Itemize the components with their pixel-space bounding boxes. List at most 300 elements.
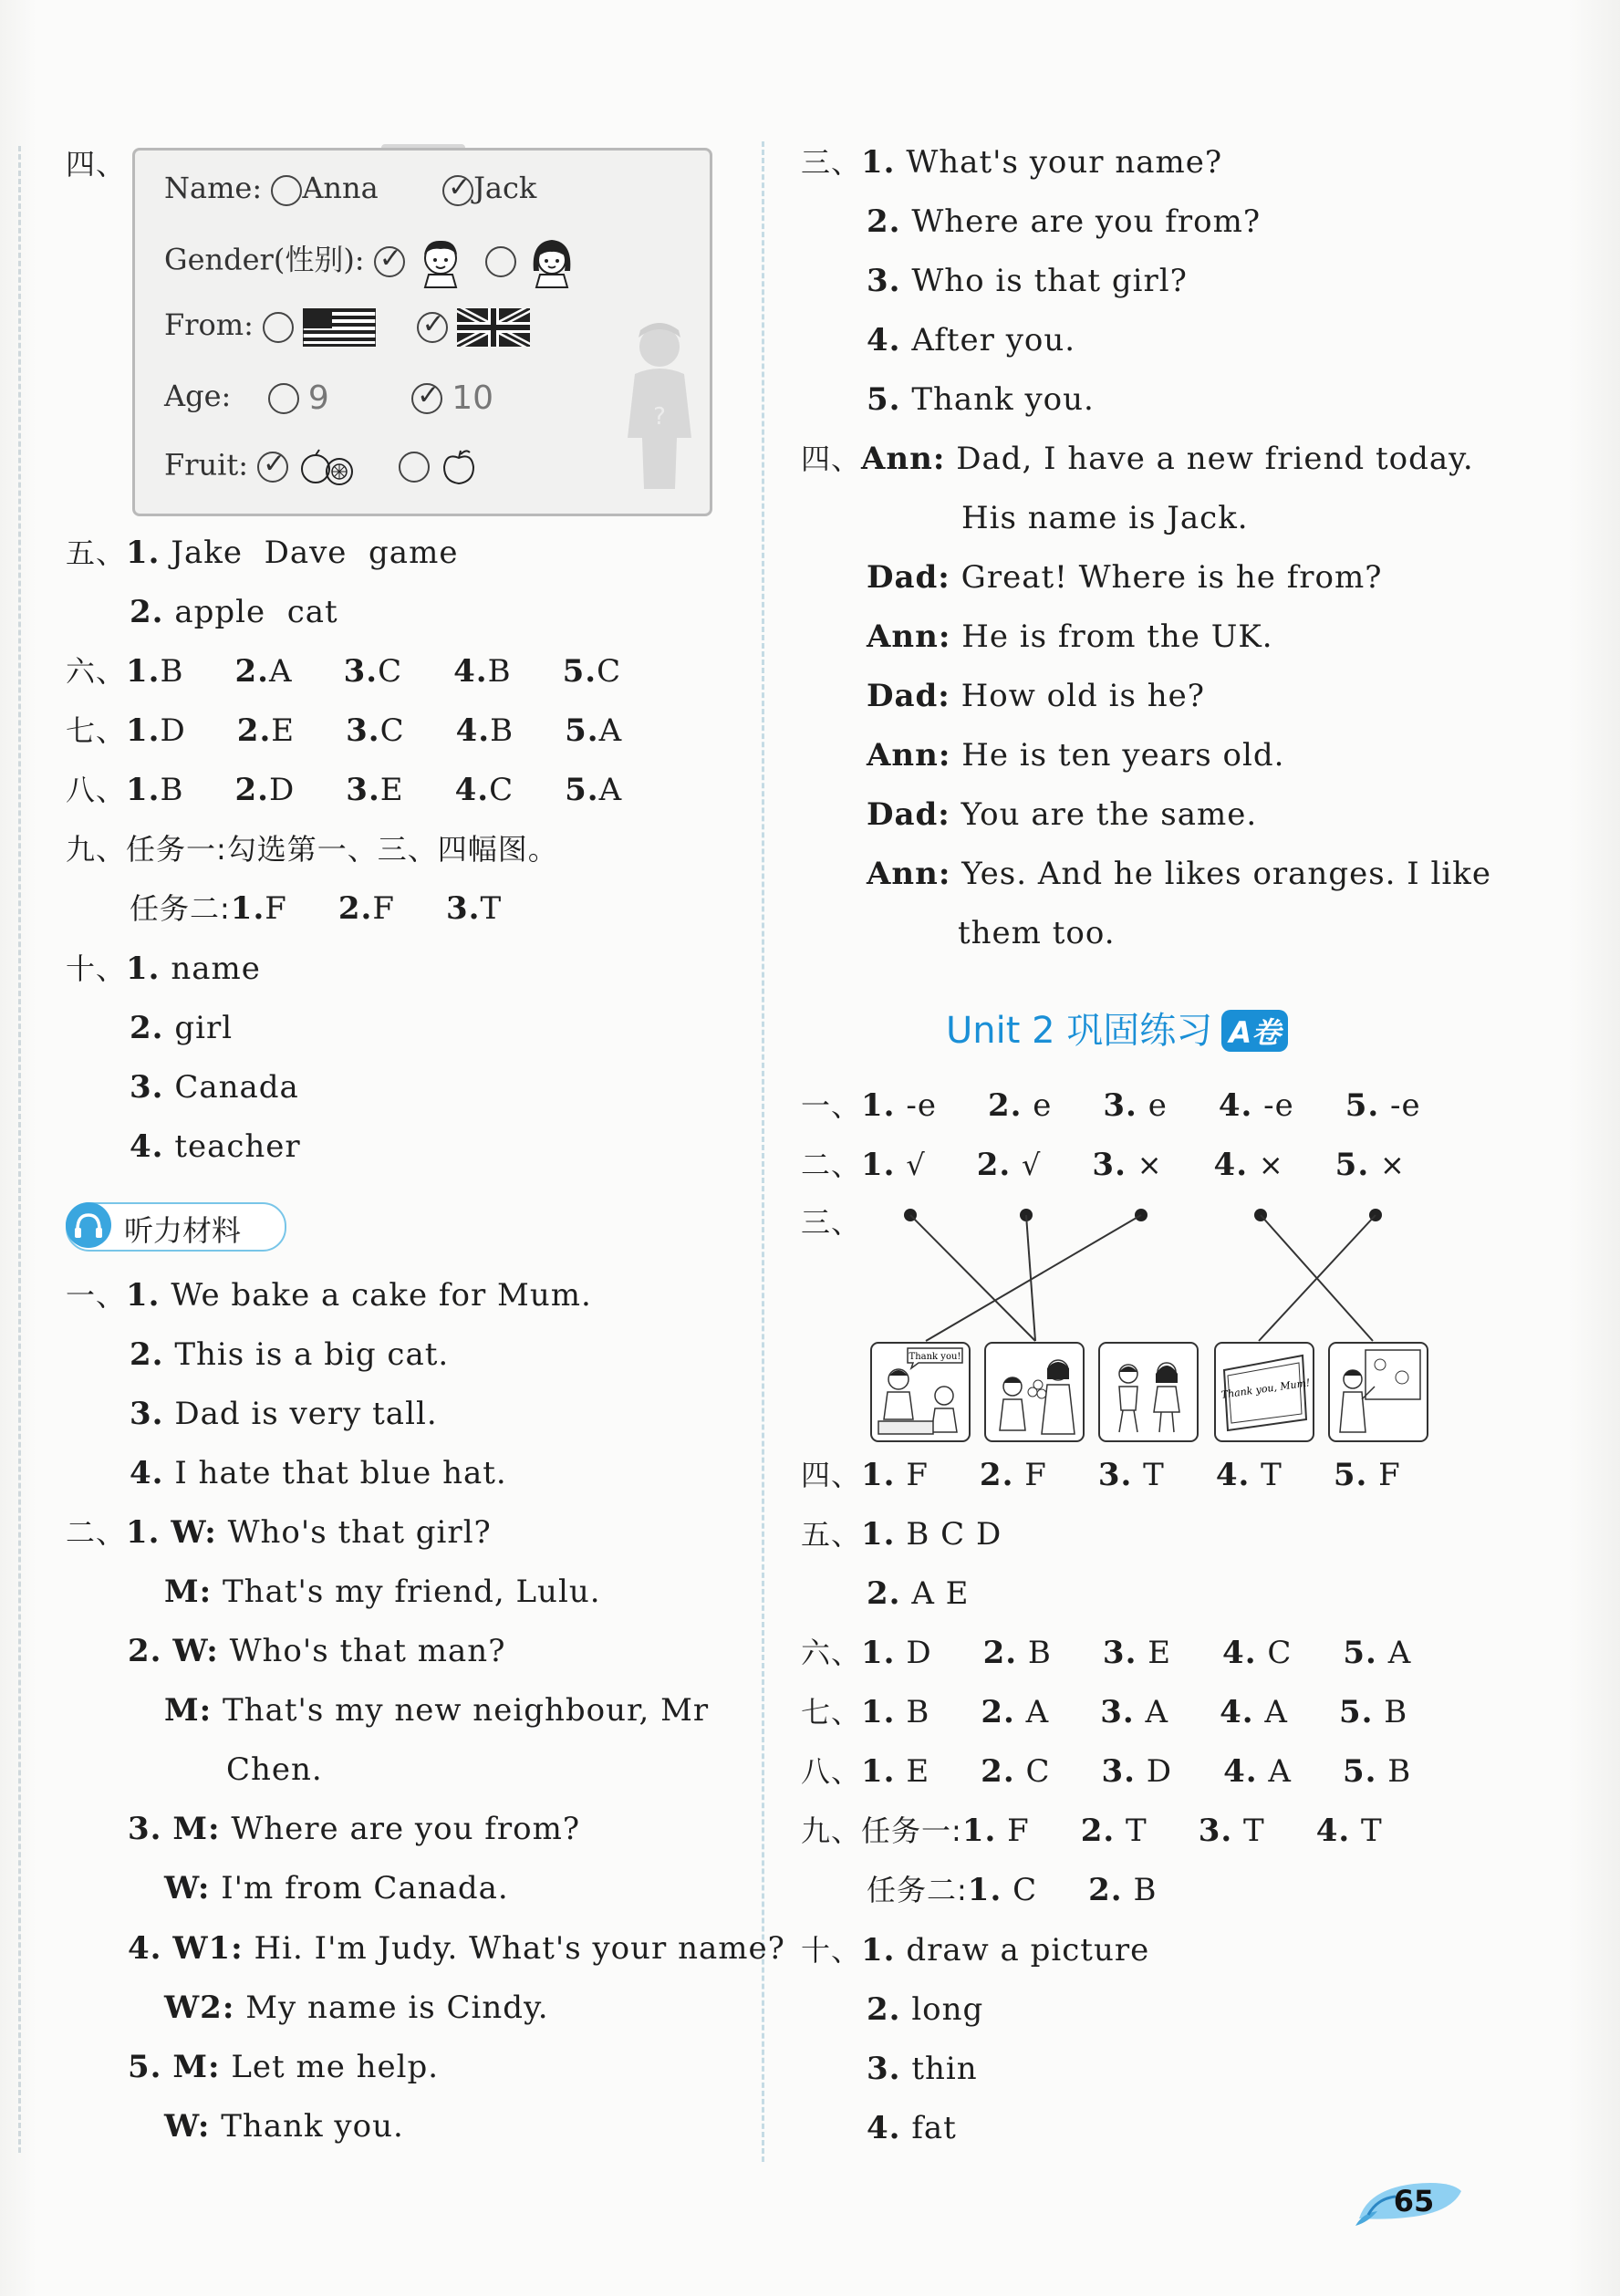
answer: B (1387, 1753, 1412, 1790)
item-number: 1. (126, 535, 161, 571)
ann-line-4 (867, 856, 1491, 892)
dialog-2-m-cont (226, 1751, 323, 1788)
item-number: 4. (128, 1930, 162, 1967)
answer: C (597, 653, 622, 690)
answer: C (1025, 1753, 1051, 1790)
answer: -e (1390, 1087, 1421, 1124)
item-number: 5. (565, 772, 599, 808)
item-number: 5. (1343, 1635, 1377, 1671)
dialog-line: Thank you. (221, 2108, 404, 2145)
item-number: 1. (861, 1753, 896, 1790)
picture-3-children (1099, 1343, 1198, 1441)
picture-4-caption: Thank you, Mum! (1220, 1377, 1312, 1401)
item-number: 5. (562, 653, 597, 690)
item-number: 1. (126, 772, 161, 808)
item-number: 2. (1080, 1813, 1116, 1849)
section-10-item-2 (130, 1010, 233, 1046)
unit-5-line-2 (867, 1575, 970, 1612)
item-number: 1. (230, 890, 265, 927)
answer: T (1126, 1813, 1148, 1849)
task-2-prefix: 任务二: (130, 891, 231, 926)
card-fruit-row (164, 447, 479, 487)
dialog-4-w2 (164, 1990, 549, 2026)
section-marker-8: 八、 (66, 773, 127, 807)
item-number: 3. (1101, 1753, 1136, 1790)
item-number: 1. (861, 1457, 896, 1493)
item-number: 1. (126, 653, 161, 690)
item-number: 4. (454, 772, 490, 808)
answer: A (1387, 1635, 1412, 1671)
dialog-line: I'm from Canada. (221, 1870, 509, 1906)
speaker: M: (164, 1692, 213, 1729)
answer: B (160, 653, 184, 690)
item-number: 4. (1213, 1147, 1249, 1183)
speaker: Ann: (867, 737, 951, 774)
item-number: 2. (987, 1087, 1023, 1124)
section-marker-2: 二、 (66, 1515, 127, 1550)
answer: B C D (906, 1516, 1002, 1553)
unit-6-answers (801, 1635, 1411, 1671)
usa-flag-icon (303, 308, 376, 347)
item-number: 3. (1102, 1635, 1137, 1671)
answer: C (379, 712, 405, 749)
dialog-line: Who's that man? (229, 1633, 506, 1669)
speaker: W: (164, 1870, 211, 1906)
section-10-item-3 (130, 1069, 299, 1106)
item-number: 2. (1088, 1872, 1123, 1908)
sentence: What's your name? (906, 144, 1223, 181)
picture-1-thank-you (871, 1343, 970, 1441)
item-number: 4. (130, 1455, 164, 1491)
dialog-line: You are the same. (961, 796, 1258, 833)
item-number: 4. (867, 322, 901, 358)
item-number: 1. (861, 1932, 896, 1969)
item-number: 1. (861, 1635, 896, 1671)
anna-option-circle (271, 175, 302, 206)
item-number: 3. (128, 1811, 162, 1847)
girl-option-circle (485, 246, 516, 277)
answer: girl (174, 1010, 234, 1046)
unit-9-line-2 (867, 1872, 1157, 1908)
ann-line-1 (801, 441, 1474, 477)
column-divider (762, 141, 764, 2162)
answer-text: apple cat (174, 594, 338, 630)
section-marker-9: 九、 (66, 832, 127, 867)
dialog-line: My name is Cindy. (245, 1990, 549, 2026)
age-10-check (411, 383, 442, 414)
dialog-2-m (164, 1692, 709, 1729)
card-gender-row (164, 234, 578, 289)
item-number: 2. (981, 1694, 1015, 1730)
item-number: 3. (343, 653, 379, 690)
answer: T (480, 890, 503, 927)
speaker: W1: (172, 1930, 244, 1967)
sentence: This is a big cat. (174, 1336, 450, 1373)
answer: C (378, 653, 403, 690)
section-10-item-1 (66, 951, 261, 987)
item-number: 3. (346, 712, 380, 749)
speaker: M: (172, 2049, 221, 2085)
age-option-9: 9 (307, 379, 329, 417)
headphones-icon-bg (66, 1202, 111, 1248)
item-number: 5. (1333, 1457, 1368, 1493)
dialog-5-m (128, 2049, 439, 2085)
dialog-line: Chen. (226, 1751, 323, 1788)
dialog-line: Yes. And he likes oranges. I like (961, 856, 1491, 892)
answer: fat (911, 2110, 957, 2146)
uk-flag-icon (457, 308, 530, 347)
listening-1-item-2 (130, 1336, 449, 1373)
item-number: 4. (455, 712, 491, 749)
item-number: 2. (130, 594, 164, 630)
match-line-1 (910, 1215, 1035, 1341)
dialog-line: That's my new neighbour, Mr (223, 1692, 710, 1729)
unit-title: Unit 2 巩固练习 (946, 1010, 1213, 1052)
ann-line-1-cont (961, 500, 1249, 536)
dialog-line: He is ten years old. (961, 737, 1285, 774)
listening-1-item-4 (130, 1455, 507, 1491)
gender-label: Gender(性别): (164, 242, 365, 277)
item-number: 2. (867, 1575, 901, 1612)
dialog-line: them too. (958, 915, 1116, 951)
dialog-1-m (164, 1574, 601, 1610)
item-number: 2. (982, 1635, 1018, 1671)
answer: F (1007, 1813, 1030, 1849)
listening-1-item-1 (66, 1277, 592, 1314)
item-number: 4. (1218, 1087, 1253, 1124)
answer: F (372, 890, 395, 927)
answer: B (487, 653, 512, 690)
item-number: 3. (130, 1396, 164, 1432)
speaker: M: (172, 1811, 221, 1847)
answer: A E (911, 1575, 970, 1612)
oranges-icon (297, 447, 361, 487)
card-name-row (164, 171, 536, 206)
answer: draw a picture (906, 1932, 1150, 1969)
answer: T (1261, 1457, 1282, 1493)
answer: E (271, 712, 296, 749)
section-6-answers (66, 653, 621, 690)
mystery-person-silhouette (618, 310, 701, 493)
answer: -e (1263, 1087, 1294, 1124)
answer: A (598, 712, 623, 749)
item-number: 2. (130, 1010, 164, 1046)
section-marker-1: 一、 (801, 1088, 862, 1123)
answer: -e (906, 1087, 937, 1124)
speaker: Ann: (861, 441, 946, 477)
unit-7-answers (801, 1694, 1407, 1730)
section-marker-7: 七、 (66, 713, 127, 748)
left-margin-line (18, 146, 21, 2153)
headphones-icon (66, 1202, 111, 1248)
item-number: 2. (981, 1753, 1015, 1790)
item-number: 1. (961, 1813, 997, 1849)
listening-1-item-3 (130, 1396, 438, 1432)
paper-a-badge: A卷 (1221, 1010, 1288, 1052)
orange-option-check (257, 452, 288, 483)
item-number: 3. (867, 263, 901, 299)
answer-mark: √ (906, 1148, 926, 1182)
unit-8-answers (801, 1753, 1411, 1790)
item-number: 1. (126, 1277, 161, 1314)
answer: A (1025, 1694, 1050, 1730)
answer: C (1267, 1635, 1293, 1671)
answer: B (1384, 1694, 1408, 1730)
matching-dots (904, 1209, 1382, 1221)
answer: name (171, 951, 261, 987)
item-number: 4. (1220, 1694, 1254, 1730)
item-number: 3. (1097, 1457, 1133, 1493)
item-number: 1. (126, 712, 161, 749)
item-number: 2. (128, 1633, 162, 1669)
section-5-line-1 (66, 535, 458, 571)
unit-4-answers (801, 1457, 1401, 1493)
age-label: Age: (164, 379, 232, 413)
name-label: Name: (164, 171, 263, 205)
unit-5-line-1 (801, 1516, 1002, 1553)
svg-text:?: ? (653, 403, 666, 431)
item-number: 3. (1092, 1147, 1127, 1183)
unit-1-answers (801, 1087, 1421, 1124)
item-number: 2. (867, 203, 901, 240)
answer: D (1146, 1753, 1173, 1790)
card-age-row (164, 379, 493, 417)
answer: E (906, 1753, 930, 1790)
task-2-prefix: 任务二: (867, 1873, 968, 1907)
item-number: 1. (967, 1872, 1002, 1908)
unit-2-heading (946, 1002, 1288, 1054)
speaker: W: (164, 2108, 211, 2145)
answer: D (160, 712, 186, 749)
info-card (132, 148, 712, 516)
section-marker-10: 十、 (801, 1933, 862, 1968)
matching-diagram (853, 1204, 1455, 1446)
answer: E (379, 772, 404, 808)
section-marker-2: 二、 (801, 1148, 862, 1182)
item-number: 2. (867, 1991, 901, 2028)
picture-1-caption: Thank you! (909, 1352, 961, 1362)
item-number: 1. (861, 1694, 896, 1730)
answer: C (489, 772, 514, 808)
answer: thin (911, 2051, 978, 2087)
matching-lines (910, 1215, 1376, 1341)
page-number: 65 (1393, 2184, 1435, 2218)
answer: A (1264, 1694, 1288, 1730)
answer: F (906, 1457, 929, 1493)
unit-10-item-2 (867, 1991, 983, 2028)
dialog-1-w (66, 1514, 492, 1551)
girl-face-icon (525, 234, 578, 289)
item-number: 1. (126, 951, 161, 987)
speaker: W: (172, 1633, 219, 1669)
item-number: 3. (1103, 1087, 1137, 1124)
unit-10-item-1 (801, 1932, 1149, 1969)
answer: B (906, 1694, 930, 1730)
item-number: 3. (1198, 1813, 1233, 1849)
listening-material-label: 听力材料 (124, 1213, 242, 1248)
answer: Canada (174, 1069, 299, 1106)
dialog-4-w1 (128, 1930, 785, 1967)
answer: T (1143, 1457, 1165, 1493)
item-number: 3. (346, 772, 380, 808)
fruit-label: Fruit: (164, 447, 248, 483)
item-number: 5. (1338, 1694, 1374, 1730)
answer: e (1033, 1087, 1053, 1124)
section-marker-10: 十、 (66, 951, 127, 986)
answer: A (1268, 1753, 1292, 1790)
ann-line-3 (867, 737, 1284, 774)
picture-2-flowers (985, 1343, 1084, 1441)
item-number: 5. (867, 381, 901, 418)
right-3-item-2 (867, 203, 1261, 240)
item-number: 4. (1223, 1753, 1258, 1790)
section-8-answers (66, 772, 622, 808)
item-number: 2. (976, 1147, 1012, 1183)
name-option-jack: Jack (473, 171, 537, 205)
usa-option-circle (263, 312, 294, 343)
item-number: 1. (861, 1087, 896, 1124)
answer: E (1148, 1635, 1172, 1671)
section-marker-1: 一、 (66, 1278, 127, 1313)
answer: F (1024, 1457, 1047, 1493)
answer: B (1133, 1872, 1158, 1908)
answer: B (490, 712, 514, 749)
item-number: 1. (861, 144, 896, 181)
answer-text: Jake Dave game (171, 535, 459, 571)
item-number: 4. (1222, 1635, 1257, 1671)
dialog-line: That's my friend, Lulu. (223, 1574, 601, 1610)
section-marker-9: 九、 (801, 1813, 862, 1848)
from-label: From: (164, 307, 254, 342)
dialog-3-w (164, 1870, 509, 1906)
dialog-line: He is from the UK. (961, 618, 1273, 655)
dialog-line: Dad, I have a new friend today. (956, 441, 1474, 477)
answer-mark: × (1258, 1148, 1284, 1182)
right-3-item-3 (867, 263, 1188, 299)
boy-face-icon (414, 234, 467, 289)
answer: T (1243, 1813, 1265, 1849)
picture-4-card (1215, 1343, 1314, 1441)
answer: F (1378, 1457, 1401, 1493)
jack-option-check (442, 175, 473, 206)
picture-5-drawing (1329, 1343, 1428, 1441)
unit-2-answers (801, 1147, 1406, 1183)
speaker: Dad: (867, 796, 950, 833)
ann-line-4-cont (958, 915, 1116, 951)
item-number: 2. (236, 712, 272, 749)
section-marker-8: 八、 (801, 1754, 862, 1789)
speaker: Dad: (867, 678, 950, 714)
section-marker-6: 六、 (66, 654, 127, 689)
item-number: 3. (445, 890, 481, 927)
dad-line-3 (867, 796, 1257, 833)
card-from-row (164, 307, 530, 347)
answer: B (160, 772, 184, 808)
section-5-line-2 (130, 594, 338, 630)
sentence: Where are you from? (911, 203, 1262, 240)
uk-option-check (417, 312, 448, 343)
sentence: Dad is very tall. (174, 1396, 438, 1432)
dialog-line: Where are you from? (231, 1811, 581, 1847)
answer-mark: × (1137, 1148, 1163, 1182)
section-marker-7: 七、 (801, 1695, 862, 1730)
section-marker-4: 四、 (801, 1458, 862, 1492)
item-number: 2. (979, 1457, 1014, 1493)
item-number: 5. (1345, 1087, 1380, 1124)
listening-material-tag (66, 1202, 286, 1252)
apple-option-circle (399, 452, 430, 483)
dialog-line: Hi. I'm Judy. What's your name? (254, 1930, 785, 1967)
task-1-text: 任务一:勾选第一、三、四幅图。 (126, 832, 558, 867)
item-number: 4. (867, 2110, 901, 2146)
right-3-item-4 (867, 322, 1075, 358)
section-10-item-4 (130, 1128, 301, 1165)
dialog-line: His name is Jack. (961, 500, 1249, 536)
item-number: 3. (130, 1069, 164, 1106)
answer-mark: √ (1022, 1148, 1042, 1182)
item-number: 5. (1342, 1753, 1377, 1790)
answer: e (1148, 1087, 1168, 1124)
dad-line-1 (867, 559, 1382, 596)
item-number: 4. (130, 1128, 164, 1165)
page-number-badge (1350, 2171, 1469, 2235)
item-number: 5. (1334, 1147, 1370, 1183)
right-3-item-5 (867, 381, 1095, 418)
section-9-line-2 (130, 890, 502, 927)
section-7-answers (66, 712, 622, 749)
item-number: 2. (130, 1336, 164, 1373)
sentence: After you. (911, 322, 1076, 358)
unit-10-item-3 (867, 2051, 978, 2087)
section-marker-6: 六、 (801, 1636, 862, 1670)
answer: D (906, 1635, 932, 1671)
dialog-line: Great! Where is he from? (961, 559, 1383, 596)
item-number: 5. (565, 712, 599, 749)
item-number: 2. (338, 890, 373, 927)
unit-9-line-1 (801, 1813, 1383, 1849)
answer: C (1012, 1872, 1038, 1908)
speaker: W: (171, 1514, 217, 1551)
dialog-line: Let me help. (231, 2049, 440, 2085)
dialog-5-w (164, 2108, 404, 2145)
sentence: Who is that girl? (911, 263, 1188, 299)
sentence: We bake a cake for Mum. (171, 1277, 592, 1314)
section-marker-5: 五、 (66, 535, 127, 570)
speaker: Dad: (867, 559, 950, 596)
item-number: 2. (234, 653, 270, 690)
answer: long (911, 1991, 984, 2028)
right-3-item-1 (801, 144, 1222, 181)
item-number: 4. (1315, 1813, 1351, 1849)
ann-line-2 (867, 618, 1273, 655)
answer: A (1145, 1694, 1169, 1730)
sentence: I hate that blue hat. (174, 1455, 507, 1491)
answer: F (265, 890, 287, 927)
item-number: 2. (234, 772, 270, 808)
age-option-10: 10 (452, 379, 494, 417)
item-number: 3. (867, 2051, 901, 2087)
speaker: W2: (164, 1990, 235, 2026)
dialog-line: Who's that girl? (227, 1514, 492, 1551)
item-number: 1. (861, 1147, 896, 1183)
section-marker-3: 三、 (801, 1205, 862, 1240)
answer: D (269, 772, 296, 808)
age-9-circle (268, 383, 299, 414)
item-number: 1. (126, 1514, 161, 1551)
apple-icon (439, 447, 479, 487)
answer: B (1027, 1635, 1052, 1671)
answer-mark: × (1379, 1148, 1406, 1182)
